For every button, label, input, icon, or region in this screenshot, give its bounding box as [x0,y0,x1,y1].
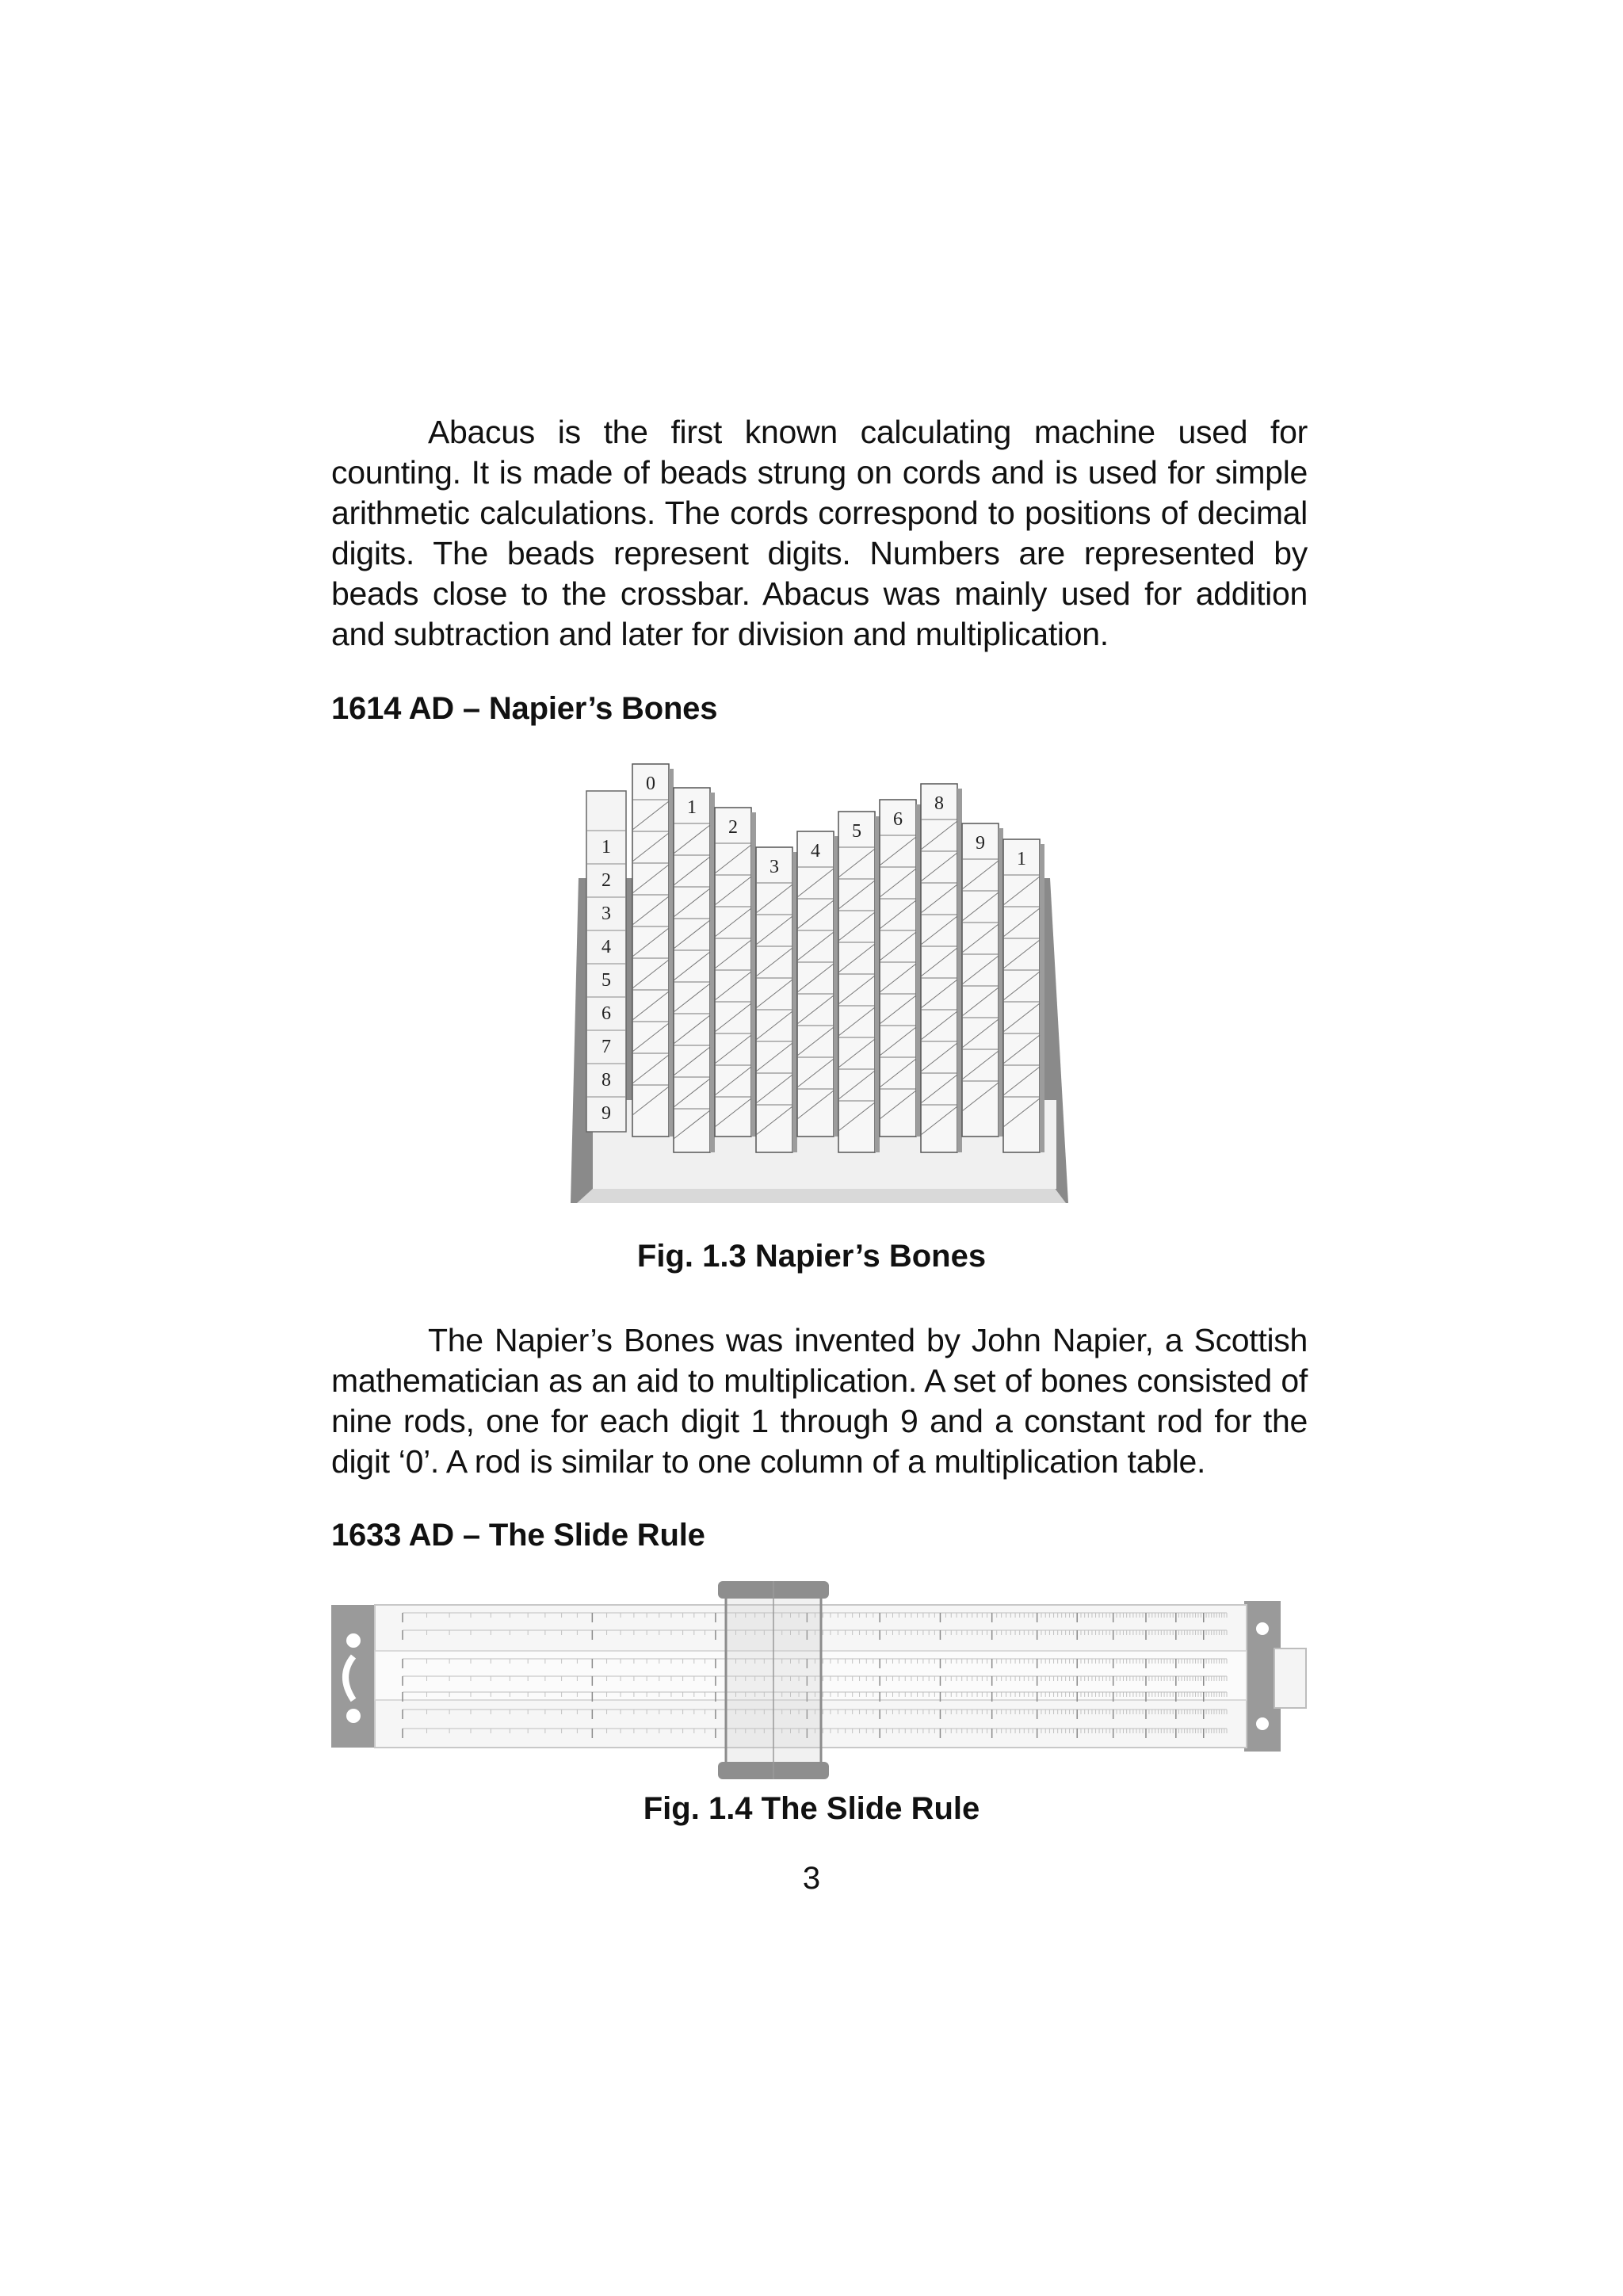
index-rod-digit: 6 [601,1003,611,1024]
napier-rod [756,847,792,1152]
page-number: 3 [802,1861,821,1896]
index-rod-digit: 1 [601,837,611,858]
napier-rod-top-digit: 3 [769,857,779,877]
napier-rod-shadow [669,769,674,1137]
paragraph-napier-text: The Napier’s Bones was invented by John Napier, a Scottish mathematician as an aid to multiplication. A set of bones consisted of nine rods, one for each digit 1 through 9 and a constant rod for the digit ‘0’. A rod is similar to one column of a multiplication table. [331,1322,1308,1480]
figure-caption-napier: Fig. 1.3 Napier’s Bones [636,1239,987,1274]
index-rod-digit: 2 [601,870,611,891]
napier-rod-shadow [710,793,715,1152]
slide-rule-image [331,1581,1314,1779]
napier-rod [632,764,669,1137]
napier-rod-top-digit: 2 [728,817,738,838]
right-bracket-hole-bottom [1256,1717,1269,1730]
index-rod-digit: 9 [601,1103,611,1124]
napier-rod-shadow [834,836,838,1137]
rod-group [586,764,1044,1152]
napier-rod-top-digit: 6 [893,809,903,830]
figure-caption-slide-rule: Fig. 1.4 The Slide Rule [643,1791,980,1826]
paragraph-abacus [331,412,1308,655]
right-bracket-hole-top [1256,1622,1269,1635]
paragraph-abacus-text: Abacus is the first known calculating machine used for counting. It is made of beads strung on cords and is used for simple arithmetic calculations. The cords correspond to positions of decimal digits. The beads represent digits. Numbers are represented by beads close to the crossbar. Abacus was mainly used for addition and subtraction and later for division and multiplication. [331,414,1308,652]
slide-rule-illustration [331,1581,1314,1779]
napier-rod-top-digit: 8 [934,793,944,814]
section-heading-slide-rule: 1633 AD – The Slide Rule [331,1518,705,1553]
left-end-bracket [331,1605,377,1748]
napier-rod-shadow [957,789,962,1152]
index-rod-digit: 8 [601,1070,611,1091]
right-end-tab [1274,1648,1306,1708]
napier-rod [715,808,751,1137]
napier-rod-shadow [1040,844,1044,1152]
napier-rod-top-digit: 0 [646,774,655,794]
napiers-bones-illustration [571,759,1078,1227]
index-rod-digit: 5 [601,970,611,991]
left-bracket-hole-bottom [346,1709,361,1723]
napier-rod-shadow [999,828,1003,1137]
napier-rod-shadow [916,804,921,1137]
index-rod-digit: 7 [601,1037,611,1057]
napier-rod-top-digit: 4 [811,841,820,861]
paragraph-napier [331,1320,1308,1482]
napier-rod-shadow [875,816,880,1152]
index-rod-digit: 3 [601,904,611,924]
paragraph-abacus-block [331,412,1308,655]
index-rod-digit: 4 [601,937,611,957]
napier-rod-shadow [751,812,756,1137]
napier-rod-top-digit: 5 [852,821,861,842]
napier-rod-top-digit: 1 [687,797,697,818]
napier-rod-top-digit: 9 [976,833,985,854]
napier-rod-top-digit: 1 [1017,849,1026,869]
section-heading-napier: 1614 AD – Napier’s Bones [331,691,718,726]
napiers-bones-image [571,759,1078,1227]
left-bracket-hole-top [346,1633,361,1648]
napier-rod-shadow [792,852,797,1152]
box-front-edge [577,1187,1066,1203]
napier-rod [921,784,957,1152]
paragraph-napier-block [331,1320,1308,1482]
napier-rod [674,788,710,1152]
napier-rod [797,831,834,1137]
